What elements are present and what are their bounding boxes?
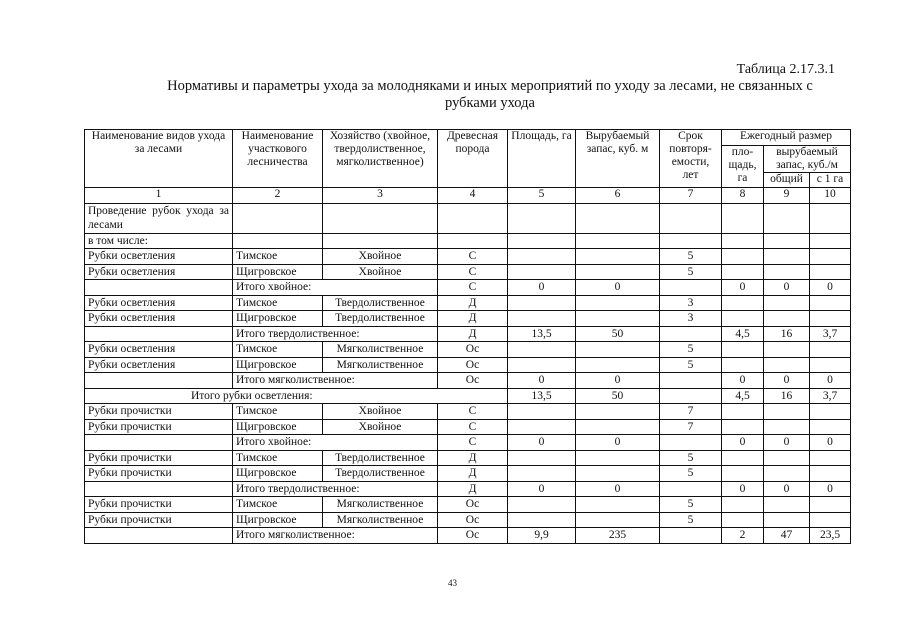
row-stock: 0 (576, 435, 660, 451)
row-annual-area: 2 (722, 528, 764, 544)
row-economy: Мягколиственное (323, 497, 438, 513)
table-row (85, 249, 851, 265)
col-header-annual: Ежегодный размер (722, 130, 851, 146)
row-name: Рубки прочистки (85, 450, 233, 466)
row-annual-per-ha (810, 512, 851, 528)
table-row (85, 342, 851, 358)
row-stock (576, 466, 660, 482)
row-species: Д (438, 466, 508, 482)
row-name: Рубки осветления (85, 342, 233, 358)
row-annual-total: 47 (764, 528, 810, 544)
row-stock: 235 (576, 528, 660, 544)
row-economy: Хвойное (323, 404, 438, 420)
subtotal-label: Итого мягколиственное: (233, 528, 438, 544)
row-name: Рубки прочистки (85, 419, 233, 435)
table-row (85, 264, 851, 280)
row-annual-total (764, 357, 810, 373)
row-stock (576, 450, 660, 466)
row-stock: 50 (576, 326, 660, 342)
row-name: Рубки прочистки (85, 404, 233, 420)
row-annual-area (722, 404, 764, 420)
table-row (85, 280, 851, 296)
row-area (508, 419, 576, 435)
table-row (85, 419, 851, 435)
row-name: Рубки осветления (85, 311, 233, 327)
row-annual-total (764, 419, 810, 435)
row-forestry: Щигровское (233, 357, 323, 373)
row-annual-per-ha (810, 450, 851, 466)
row-stock: 0 (576, 373, 660, 389)
col-header-annual-per-ha: с 1 га (810, 172, 851, 188)
row-name: Рубки осветления (85, 295, 233, 311)
row-economy: Твердолиственное (323, 311, 438, 327)
row-annual-total (764, 342, 810, 358)
row-area (508, 512, 576, 528)
row-annual-per-ha (810, 249, 851, 265)
table-row (85, 512, 851, 528)
row-period: 5 (660, 497, 722, 513)
table-row (85, 357, 851, 373)
row-stock (576, 295, 660, 311)
table-number: Таблица 2.17.3.1 (736, 62, 835, 77)
row-species: С (438, 264, 508, 280)
row-forestry: Тимское (233, 249, 323, 265)
row-area (508, 497, 576, 513)
row-annual-area (722, 419, 764, 435)
col-header-stock: Вырубаемый запас, куб. м (576, 130, 660, 188)
subtotal-label: Итого хвойное: (233, 435, 438, 451)
row-stock (576, 497, 660, 513)
row-period (660, 481, 722, 497)
row-economy: Мягколиственное (323, 512, 438, 528)
row-annual-area (722, 342, 764, 358)
row-area (508, 404, 576, 420)
row-name: Рубки осветления (85, 264, 233, 280)
row-annual-total (764, 404, 810, 420)
row-period (660, 326, 722, 342)
row-name: Рубки прочистки (85, 466, 233, 482)
row-annual-total: 0 (764, 435, 810, 451)
col-number: 7 (660, 188, 722, 204)
row-stock (576, 311, 660, 327)
row-annual-per-ha (810, 342, 851, 358)
table-row (85, 326, 851, 342)
row-species: Д (438, 481, 508, 497)
page-number: 43 (448, 578, 457, 588)
col-number: 5 (508, 188, 576, 204)
row-annual-per-ha (810, 311, 851, 327)
row-period (660, 373, 722, 389)
row-annual-area (722, 295, 764, 311)
row-annual-area: 4,5 (722, 326, 764, 342)
row-annual-per-ha (810, 295, 851, 311)
row-area (508, 311, 576, 327)
row-name (85, 481, 233, 497)
row-forestry: Щигровское (233, 466, 323, 482)
col-header-annual-area: пло-щадь, га (722, 145, 764, 188)
row-forestry: Тимское (233, 295, 323, 311)
table-title (130, 78, 850, 112)
row-annual-area: 0 (722, 435, 764, 451)
standards-table (84, 129, 851, 544)
table-row (85, 481, 851, 497)
row-economy: Мягколиственное (323, 342, 438, 358)
row-stock (576, 342, 660, 358)
table-row (85, 295, 851, 311)
row-annual-per-ha (810, 264, 851, 280)
row-area (508, 450, 576, 466)
col-header-area: Площадь, га (508, 130, 576, 188)
col-header-species: Древесная порода (438, 130, 508, 188)
table-row (85, 404, 851, 420)
row-annual-per-ha: 0 (810, 280, 851, 296)
row-species: Ос (438, 342, 508, 358)
row-stock (576, 512, 660, 528)
row-species: Ос (438, 357, 508, 373)
row-stock: 0 (576, 481, 660, 497)
column-numbers-row (85, 188, 851, 204)
row-species: Д (438, 295, 508, 311)
row-area: 0 (508, 373, 576, 389)
title-line-2: рубками ухода (445, 95, 535, 111)
row-forestry: Тимское (233, 450, 323, 466)
row-period: 3 (660, 295, 722, 311)
row-area: 0 (508, 481, 576, 497)
row-annual-area (722, 311, 764, 327)
row-annual-per-ha: 0 (810, 435, 851, 451)
row-economy: Хвойное (323, 249, 438, 265)
row-forestry: Тимское (233, 497, 323, 513)
row-economy: Хвойное (323, 264, 438, 280)
row-period (660, 528, 722, 544)
table-row (85, 497, 851, 513)
row-annual-per-ha: 0 (810, 481, 851, 497)
row-annual-per-ha (810, 357, 851, 373)
row-economy: Мягколиственное (323, 357, 438, 373)
row-annual-area (722, 450, 764, 466)
row-economy: Твердолиственное (323, 295, 438, 311)
row-annual-total (764, 264, 810, 280)
subtotal-label: Итого твердолиственное: (233, 326, 438, 342)
row-species: С (438, 280, 508, 296)
row-annual-per-ha: 3,7 (810, 326, 851, 342)
table-row (85, 435, 851, 451)
subtotal-label: Итого хвойное: (233, 280, 438, 296)
row-annual-total: 16 (764, 388, 810, 404)
row-annual-per-ha (810, 404, 851, 420)
row-area (508, 249, 576, 265)
row-period: 5 (660, 342, 722, 358)
row-forestry: Тимское (233, 404, 323, 420)
row-forestry: Тимское (233, 342, 323, 358)
row-stock (576, 419, 660, 435)
row-annual-total (764, 249, 810, 265)
row-annual-total: 0 (764, 481, 810, 497)
title-line-1: Нормативы и параметры ухода за молодняками и иных мероприятий по уходу за лесами, не связанных с (167, 78, 813, 94)
row-name: Рубки прочистки (85, 512, 233, 528)
row-forestry: Щигровское (233, 264, 323, 280)
table-row (85, 450, 851, 466)
row-area (508, 295, 576, 311)
row-annual-area: 4,5 (722, 388, 764, 404)
row-annual-area (722, 264, 764, 280)
row-annual-area (722, 512, 764, 528)
row-annual-area: 0 (722, 481, 764, 497)
row-annual-area (722, 497, 764, 513)
row-stock: 50 (576, 388, 660, 404)
row-area (508, 466, 576, 482)
row-period: 5 (660, 450, 722, 466)
row-species: С (438, 249, 508, 265)
row-species: Ос (438, 528, 508, 544)
row-name (85, 326, 233, 342)
col-number: 1 (85, 188, 233, 204)
col-header-period: Срок повторя-емости, лет (660, 130, 722, 188)
subtotal-label: Итого мягколиственное: (233, 373, 438, 389)
row-stock (576, 357, 660, 373)
row-annual-per-ha (810, 497, 851, 513)
row-area: 0 (508, 280, 576, 296)
row-name: Рубки осветления (85, 357, 233, 373)
row-annual-total: 0 (764, 280, 810, 296)
row-annual-total: 16 (764, 326, 810, 342)
row-area: 0 (508, 435, 576, 451)
subtotal-label: Итого твердолиственное: (233, 481, 438, 497)
total-label: Итого рубки осветления: (85, 388, 508, 404)
col-header-annual-total: общий (764, 172, 810, 188)
row-stock (576, 404, 660, 420)
col-number: 10 (810, 188, 851, 204)
col-number: 9 (764, 188, 810, 204)
row-period: 5 (660, 357, 722, 373)
table-row (85, 466, 851, 482)
row-area: 9,9 (508, 528, 576, 544)
row-species: Ос (438, 373, 508, 389)
row-economy: Твердолиственное (323, 466, 438, 482)
row-name (85, 280, 233, 296)
row-name (85, 528, 233, 544)
row-species: Д (438, 311, 508, 327)
row-species: Ос (438, 497, 508, 513)
row-stock (576, 249, 660, 265)
row-annual-per-ha (810, 466, 851, 482)
row-species: Ос (438, 512, 508, 528)
row-period: 5 (660, 466, 722, 482)
table-row (85, 373, 851, 389)
table-row (85, 233, 851, 249)
row-name (85, 435, 233, 451)
row-area (508, 264, 576, 280)
row-annual-area (722, 466, 764, 482)
row-annual-per-ha: 23,5 (810, 528, 851, 544)
col-number: 4 (438, 188, 508, 204)
intro-including: в том числе: (85, 233, 233, 249)
table-row (85, 388, 851, 404)
row-species: С (438, 419, 508, 435)
col-header-economy: Хозяйство (хвойное, твердолиственное, мягколиственное) (323, 130, 438, 188)
col-number: 8 (722, 188, 764, 204)
row-stock (576, 264, 660, 280)
row-economy: Твердолиственное (323, 450, 438, 466)
row-annual-area (722, 249, 764, 265)
row-stock: 0 (576, 280, 660, 296)
row-period: 5 (660, 264, 722, 280)
row-annual-total (764, 466, 810, 482)
row-annual-area (722, 357, 764, 373)
row-species: Д (438, 450, 508, 466)
row-period: 3 (660, 311, 722, 327)
row-name (85, 373, 233, 389)
col-number: 2 (233, 188, 323, 204)
row-area: 13,5 (508, 388, 576, 404)
row-period (660, 388, 722, 404)
row-area: 13,5 (508, 326, 576, 342)
col-header-annual-stock: вырубаемый запас, куб./м (764, 145, 851, 172)
row-name: Рубки прочистки (85, 497, 233, 513)
row-period: 7 (660, 419, 722, 435)
row-annual-total: 0 (764, 373, 810, 389)
row-annual-total (764, 295, 810, 311)
table-row (85, 528, 851, 544)
row-name: Рубки осветления (85, 249, 233, 265)
row-species: Д (438, 326, 508, 342)
row-forestry: Щигровское (233, 419, 323, 435)
row-annual-total (764, 450, 810, 466)
row-period: 7 (660, 404, 722, 420)
row-annual-total (764, 497, 810, 513)
row-economy: Хвойное (323, 419, 438, 435)
col-number: 6 (576, 188, 660, 204)
col-header-name: Наименование видов ухода за лесами (85, 130, 233, 188)
row-species: С (438, 435, 508, 451)
row-annual-area: 0 (722, 280, 764, 296)
table-row (85, 203, 851, 233)
row-area (508, 342, 576, 358)
row-area (508, 357, 576, 373)
intro-label: Проведение рубок ухода за лесами (85, 203, 233, 233)
table-row (85, 311, 851, 327)
row-annual-per-ha: 0 (810, 373, 851, 389)
row-period: 5 (660, 249, 722, 265)
row-forestry: Щигровское (233, 512, 323, 528)
row-species: С (438, 404, 508, 420)
row-annual-total (764, 512, 810, 528)
row-period: 5 (660, 512, 722, 528)
row-period (660, 280, 722, 296)
row-annual-per-ha: 3,7 (810, 388, 851, 404)
col-header-forestry: Наименование участкового лесничества (233, 130, 323, 188)
row-annual-area: 0 (722, 373, 764, 389)
row-annual-total (764, 311, 810, 327)
row-forestry: Щигровское (233, 311, 323, 327)
col-number: 3 (323, 188, 438, 204)
row-period (660, 435, 722, 451)
row-annual-per-ha (810, 419, 851, 435)
